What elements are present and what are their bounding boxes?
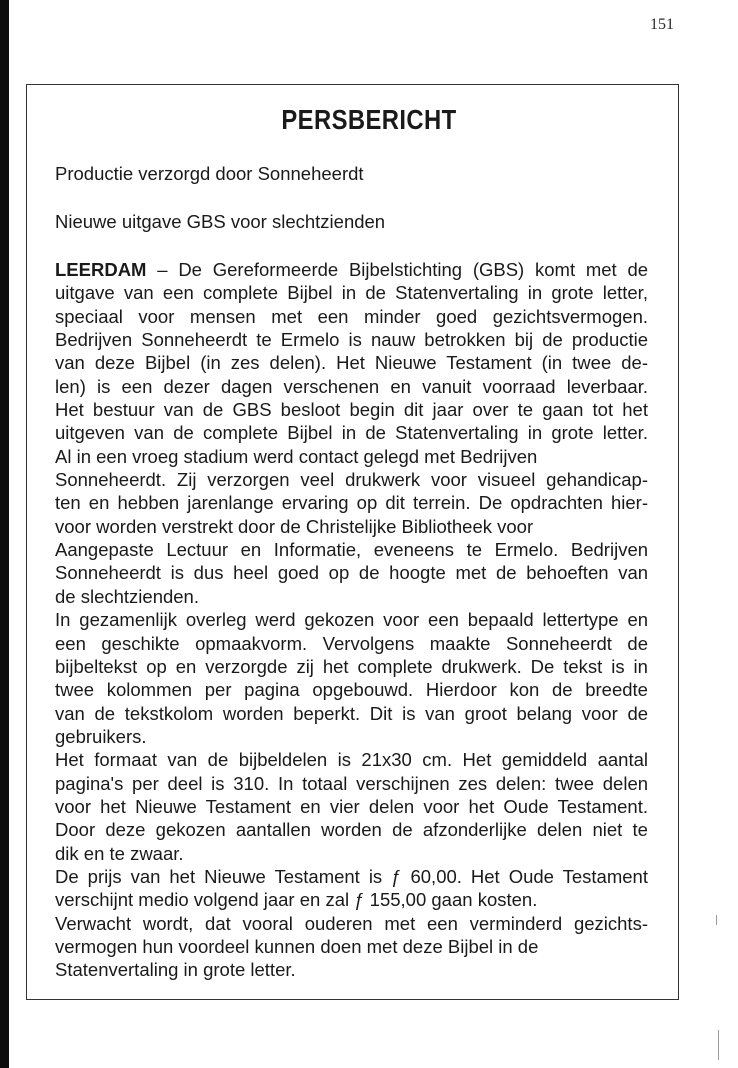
article-line: In gezamenlijk overleg werd gekozen voor een bepaald lettertype en bbox=[55, 609, 649, 631]
subtitle-edition: Nieuwe uitgave GBS voor slechtzienden bbox=[55, 211, 386, 232]
article-line: voor worden verstrekt door de Christelijke Bibliotheek voor bbox=[55, 515, 534, 537]
article-line: Het formaat van de bijbeldelen is 21x30 cm. Het gemiddeld aantal bbox=[55, 749, 648, 771]
subtitle-production: Productie verzorgd door Sonneheerdt bbox=[55, 163, 364, 184]
page-edge-shadow bbox=[0, 0, 9, 1068]
article-line: twee kolommen per pagina opgebouwd. Hierdoor kon de breedte bbox=[55, 679, 648, 701]
article-line: Aangepaste Lectuur en Informatie, eveneens te Ermelo. Bedrijven bbox=[55, 539, 649, 561]
scan-mark bbox=[718, 1030, 719, 1060]
article-line: Al in een vroeg stadium werd contact gelegd met Bedrijven bbox=[55, 445, 538, 467]
article-line: een geschikte opmaakvorm. Vervolgens maakte Sonneheerdt de bbox=[55, 632, 648, 654]
article-line: gebruikers. bbox=[55, 725, 147, 747]
article-line: len) is een dezer dagen verschenen en vanuit voorraad leverbaar. bbox=[55, 375, 648, 397]
article-line: Sonneheerdt. Zij verzorgen veel drukwerk voor visueel gehandicap- bbox=[55, 469, 649, 491]
article-line: speciaal voor mensen met een minder goed gezichtsvermogen. bbox=[55, 305, 648, 327]
article-line: bijbeltekst op en verzorgde zij het complete drukwerk. De tekst is in bbox=[55, 655, 648, 677]
article-line: van deze Bijbel (in zes delen). Het Nieuwe Testament (in twee de- bbox=[55, 352, 648, 374]
article-line: de slechtzienden. bbox=[55, 585, 199, 607]
article-line: Verwacht wordt, dat vooral ouderen met een verminderd gezichts- bbox=[55, 912, 648, 934]
article-line: vermogen hun voordeel kunnen doen met deze Bijbel in de bbox=[55, 935, 539, 957]
article-line: Bedrijven Sonneheerdt te Ermelo is nauw betrokken bij de productie bbox=[55, 329, 649, 351]
page-title: PERSBERICHT bbox=[281, 104, 457, 135]
article-line: Het bestuur van de GBS besloot begin dit jaar over te gaan tot het bbox=[55, 399, 648, 421]
article-line: van de tekstkolom worden beperkt. Dit is van groot belang voor de bbox=[55, 702, 649, 724]
article-line: voor het Nieuwe Testament en vier delen voor het Oude Testament. bbox=[55, 795, 648, 817]
article-line: dik en te zwaar. bbox=[55, 842, 184, 864]
article-line bbox=[55, 258, 675, 281]
article-line: De prijs van het Nieuwe Testament is ƒ 60,00. Het Oude Testament bbox=[55, 865, 648, 887]
scan-mark bbox=[716, 915, 717, 925]
article-line-text: – De Gereformeerde Bijbelstichting (GBS) komt met de bbox=[146, 259, 649, 280]
article-line: verschijnt medio volgend jaar en zal ƒ 155,00 gaan kosten. bbox=[55, 889, 538, 911]
article-line: ten en hebben jarenlange ervaring op dit terrein. De opdrachten hier- bbox=[55, 492, 648, 514]
article-line: uitgave van een complete Bijbel in de Statenvertaling in grote letter, bbox=[55, 282, 648, 304]
article-line: pagina's per deel is 310. In totaal verschijnen zes delen: twee delen bbox=[55, 772, 649, 794]
article-line: Sonneheerdt is dus heel goed op de hoogte met de behoeften van bbox=[55, 562, 649, 584]
page-number: 151 bbox=[650, 16, 674, 33]
dateline: LEERDAM bbox=[55, 259, 147, 280]
article-line: Door deze gekozen aantallen worden de afzonderlijke delen niet te bbox=[55, 819, 648, 841]
article-line: uitgeven van de complete Bijbel in de Statenvertaling in grote letter. bbox=[55, 422, 648, 444]
article-body bbox=[55, 258, 675, 982]
article-line: Statenvertaling in grote letter. bbox=[55, 959, 296, 981]
